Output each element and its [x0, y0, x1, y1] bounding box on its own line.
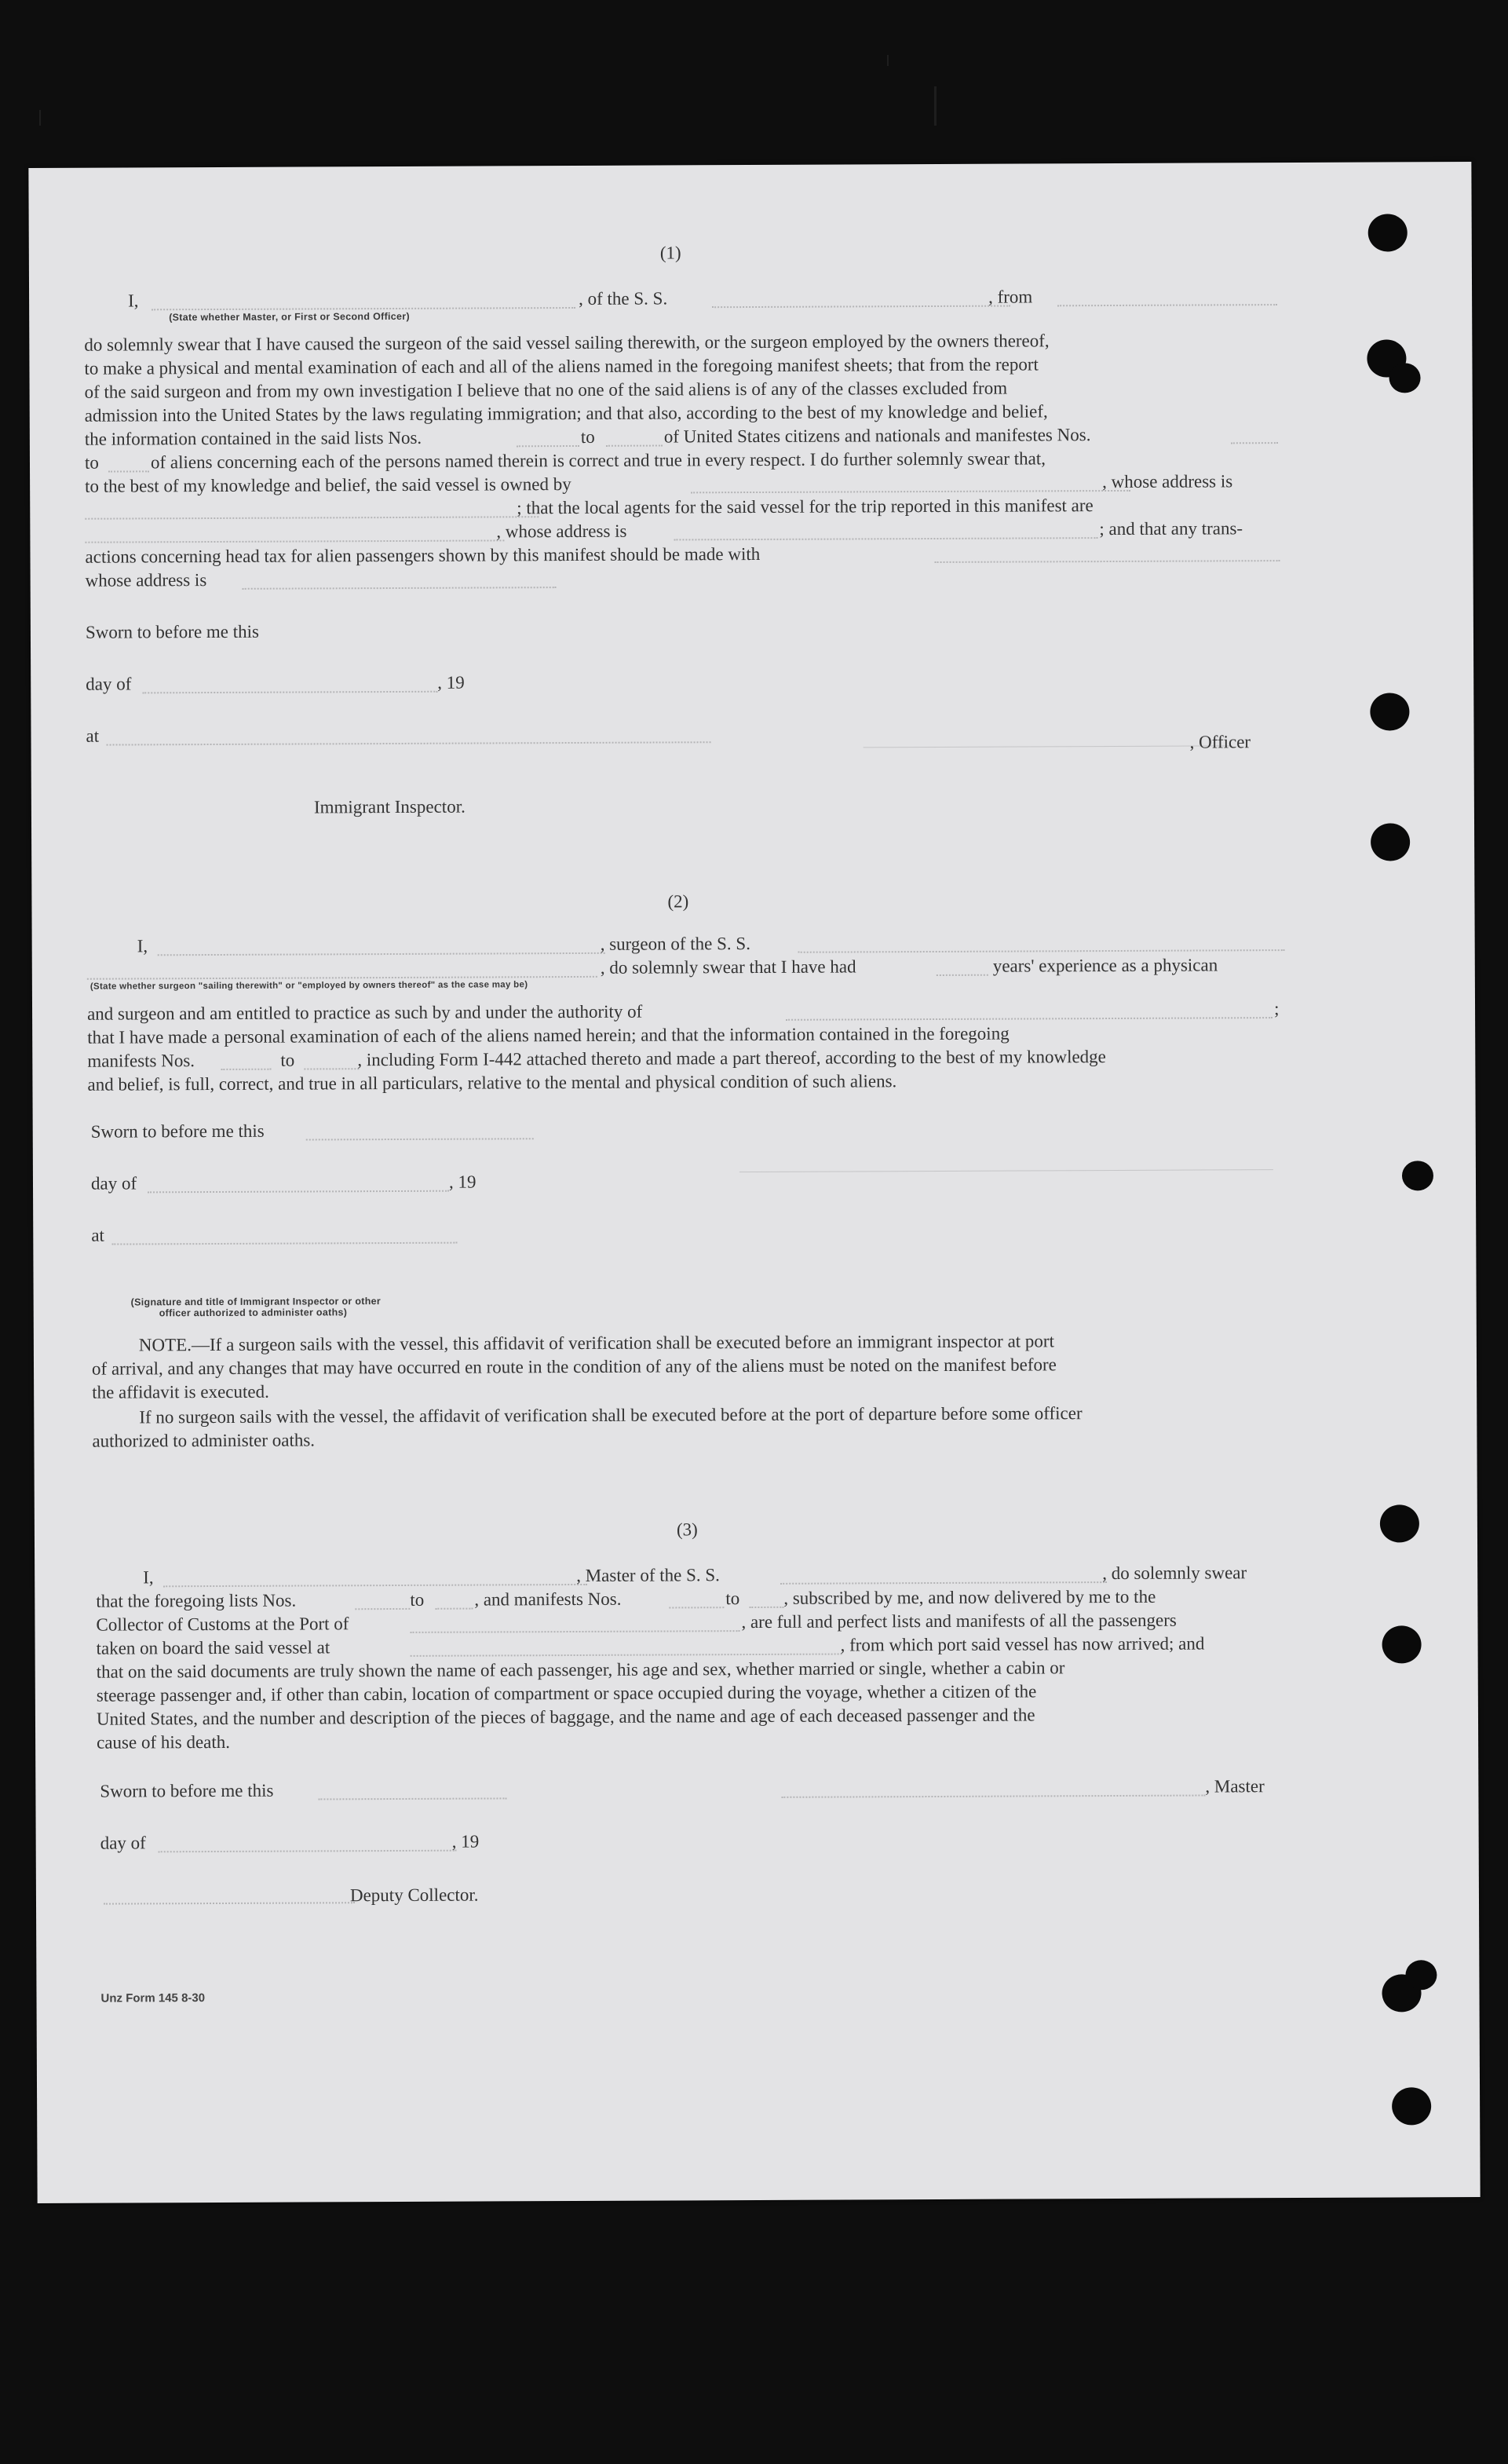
- s3-lists-from-blank[interactable]: [355, 1608, 410, 1610]
- s3-day-blank[interactable]: [159, 1850, 457, 1853]
- s3-subscribed-label: , subscribed by me, and now delivered by me to the: [783, 1586, 1156, 1608]
- s1-transactions-label: ; and that any trans-: [1099, 518, 1243, 539]
- s3-lists-label: that the foregoing lists Nos.: [96, 1590, 297, 1611]
- s3-manifests-to-blank[interactable]: [749, 1607, 783, 1608]
- s1-sworn-label: Sworn to before me this: [85, 621, 260, 642]
- s1-body-line: of the said surgeon and from my own investigation I believe that no one of the said aliens is of any of the classes excluded from: [84, 378, 1008, 402]
- s3-master-signature-blank[interactable]: [781, 1795, 1205, 1798]
- s1-inspector-label: Immigrant Inspector.: [313, 796, 466, 817]
- s1-name-blank[interactable]: [152, 307, 575, 310]
- s2-signature-caption: officer authorized to administer oaths): [159, 1307, 348, 1319]
- s2-authority-blank[interactable]: [786, 1017, 1272, 1021]
- section-1-number: (1): [659, 243, 681, 263]
- s3-sworn-label: Sworn to before me this: [100, 1780, 274, 1801]
- s2-at-label: at: [91, 1225, 104, 1245]
- s1-citizens-label: of United States citizens and nationals and manifestes Nos.: [663, 425, 1091, 447]
- s1-lists-to-blank[interactable]: [606, 445, 663, 447]
- s3-deputy-blank[interactable]: [104, 1902, 355, 1904]
- s1-at-label: at: [86, 726, 100, 746]
- s2-manifests-to-label: to: [280, 1050, 295, 1070]
- s3-manifests-label: , and manifests Nos.: [474, 1588, 622, 1610]
- section-2-number: (2): [667, 891, 689, 912]
- s1-from-label: , from: [988, 287, 1033, 307]
- s1-body-line: to make a physical and mental examination of each and all of the aliens named in the foregoing manifest sheets; that from the report: [84, 354, 1039, 378]
- s3-day-of-label: day of: [100, 1833, 146, 1853]
- s2-form-line: , including Form I-442 attached thereto and made a part thereof, according to the best of my knowledge: [357, 1047, 1106, 1070]
- note-line: If no surgeon sails with the vessel, the affidavit of verification shall be executed before at the port of departure before some officer: [139, 1403, 1083, 1428]
- s1-agents-blank[interactable]: [85, 539, 504, 543]
- s1-whose-address-label: whose address is: [85, 570, 207, 590]
- s2-vessel-blank[interactable]: [798, 949, 1285, 953]
- s2-years-label: years' experience as a physican: [992, 955, 1218, 976]
- s2-day-blank[interactable]: [148, 1190, 449, 1194]
- s2-day-of-label: day of: [90, 1173, 137, 1194]
- s3-body-line: United States, and the number and description of the pieces of baggage, and the name and age of each deceased passenger and the: [96, 1705, 1035, 1729]
- s1-headtax-blank[interactable]: [935, 560, 1280, 563]
- s2-signature-caption: (Signature and title of Immigrant Inspector or other: [130, 1296, 382, 1308]
- s2-manifests-from-blank[interactable]: [221, 1069, 271, 1070]
- s3-name-blank[interactable]: [163, 1584, 587, 1587]
- s1-to-label: to: [84, 452, 99, 473]
- s1-year-label: , 19: [437, 672, 465, 693]
- scan-speck: [887, 55, 889, 66]
- s2-at-blank[interactable]: [111, 1242, 457, 1245]
- s1-lists-to-label: to: [580, 426, 595, 447]
- s3-lists-to-label: to: [410, 1589, 425, 1610]
- s1-at-blank[interactable]: [107, 741, 711, 745]
- s2-authority-semicolon: ;: [1273, 999, 1280, 1019]
- s1-rank-caption: (State whether Master, or First or Second Officer): [169, 310, 410, 324]
- s1-vessel-blank[interactable]: [712, 305, 1010, 309]
- punch-hole: [1382, 1625, 1421, 1663]
- note-line: of arrival, and any changes that may have occurred en route in the condition of any of the aliens must be noted on the manifest before: [91, 1354, 1057, 1379]
- s2-manifests-label: manifests Nos.: [87, 1051, 195, 1071]
- s3-taken-label: taken on board the said vessel at: [96, 1637, 330, 1658]
- s1-body-line: do solemnly swear that I have caused the surgeon of the said vessel sailing therewith, or the surgeon employed by the owners thereof,: [84, 331, 1050, 355]
- s3-lists-perfect-label: , are full and perfect lists and manifests of all the passengers: [741, 1610, 1177, 1632]
- s3-deputy-label: Deputy Collector.: [349, 1885, 479, 1906]
- s2-body-line: that I have made a personal examination of each of the aliens named herein; and that the information contained in the foregoing: [87, 1023, 1010, 1047]
- s3-body-line: cause of his death.: [97, 1731, 231, 1753]
- s1-manifests-to-blank[interactable]: [108, 470, 149, 472]
- punch-hole: [1368, 214, 1408, 251]
- s2-manifests-to-blank[interactable]: [304, 1068, 359, 1069]
- s1-i-label: I,: [128, 291, 139, 311]
- s1-officer-signature-line[interactable]: [864, 745, 1232, 748]
- s1-whose-address-blank[interactable]: [243, 587, 557, 590]
- s1-agents-address-blank[interactable]: [674, 537, 1097, 540]
- note-line: authorized to administer oaths.: [92, 1430, 316, 1451]
- s2-sworn-label: Sworn to before me this: [90, 1120, 265, 1142]
- s2-authority-label: and surgeon and am entitled to practice as such by and under the authority of: [87, 1001, 643, 1024]
- s1-owner-blank[interactable]: [691, 490, 1130, 493]
- scan-speck: [39, 110, 41, 126]
- s3-sworn-blank[interactable]: [318, 1797, 506, 1800]
- s2-i-label: I,: [137, 936, 148, 956]
- s3-port-blank[interactable]: [410, 1630, 739, 1633]
- s3-arrived-label: , from which port said vessel has now arrived; and: [840, 1633, 1205, 1655]
- punch-hole: [1380, 1504, 1419, 1542]
- s3-master-label: , Master of the S. S.: [576, 1565, 720, 1585]
- s2-name-blank[interactable]: [158, 952, 605, 956]
- punch-hole: [1370, 693, 1409, 730]
- s1-from-blank[interactable]: [1057, 304, 1277, 306]
- s1-lists-from-blank[interactable]: [517, 445, 579, 447]
- s2-signature-line[interactable]: [739, 1169, 1273, 1172]
- s2-sworn-blank[interactable]: [306, 1138, 534, 1140]
- manifest-verification-page: [28, 162, 1480, 2203]
- scan-speck: [934, 86, 937, 126]
- note-line: NOTE.—If a surgeon sails with the vessel, this affidavit of verification shall be executed before an immigrant inspector at port: [138, 1331, 1055, 1355]
- s3-manifests-to-label: to: [725, 1588, 740, 1609]
- s1-officer-label: , Officer: [1189, 732, 1251, 752]
- s3-year-label: , 19: [451, 1831, 480, 1852]
- s1-aliens-line: of aliens concerning each of the persons named therein is correct and true in every respect. I do further solemnly swear that,: [150, 448, 1046, 473]
- s2-body-line: and belief, is full, correct, and true in all particulars, relative to the mental and physical condition of such aliens.: [87, 1071, 897, 1095]
- s3-vessel-blank[interactable]: [780, 1581, 1107, 1585]
- s1-day-blank[interactable]: [142, 691, 437, 694]
- punch-hole: [1402, 1161, 1433, 1190]
- punch-hole: [1405, 1960, 1437, 1990]
- s2-years-blank[interactable]: [937, 974, 988, 976]
- s2-capacity-caption: (State whether surgeon "sailing therewith" or "employed by owners thereof" as the case may be): [89, 980, 528, 992]
- s3-departure-port-blank[interactable]: [411, 1654, 842, 1657]
- s1-owner-address-blank[interactable]: [85, 516, 539, 520]
- s1-agents-address-label: , whose address is: [496, 521, 627, 542]
- s3-master-sign-label: , Master: [1205, 1776, 1265, 1797]
- s2-surgeon-label: , surgeon of the S. S.: [600, 934, 750, 954]
- s1-body-line: admission into the United States by the laws regulating immigration; and that also, according to the best of my knowledge and belief,: [84, 401, 1048, 426]
- s1-of-ss-label: , of the S. S.: [579, 288, 668, 309]
- s1-lists-label: the information contained in the said lists Nos.: [84, 427, 422, 449]
- s1-owner-address-label: , whose address is: [1102, 471, 1233, 492]
- s3-swear-label: , do solemnly swear: [1102, 1563, 1247, 1584]
- form-number: Unz Form 145 8-30: [100, 1991, 206, 2005]
- s3-i-label: I,: [143, 1567, 154, 1588]
- s3-lists-to-blank[interactable]: [435, 1608, 473, 1610]
- s1-owned-label: to the best of my knowledge and belief, the said vessel is owned by: [85, 474, 571, 496]
- s1-agents-label: ; that the local agents for the said vessel for the trip reported in this manifest are: [517, 495, 1094, 518]
- s3-port-label: Collector of Customs at the Port of: [96, 1614, 349, 1635]
- s1-headtax-label: actions concerning head tax for alien passengers shown by this manifest should be made with: [85, 543, 761, 567]
- s1-manifests-from-blank[interactable]: [1231, 442, 1278, 444]
- punch-hole: [1392, 2087, 1431, 2125]
- section-3-number: (3): [676, 1519, 698, 1540]
- s3-manifests-from-blank[interactable]: [669, 1607, 724, 1608]
- s2-swear-label: , do solemnly swear that I have had: [600, 956, 856, 978]
- punch-hole: [1389, 363, 1420, 393]
- s1-day-of-label: day of: [86, 674, 132, 694]
- s2-year-label: , 19: [448, 1172, 476, 1192]
- note-line: the affidavit is executed.: [92, 1381, 269, 1402]
- punch-hole: [1371, 823, 1410, 861]
- s3-body-line: that on the said documents are truly shown the name of each passenger, his age and sex, whether married or single, whether a cabin or: [96, 1658, 1065, 1682]
- s3-body-line: steerage passenger and, if other than cabin, location of compartment or space occupied during the voyage, whether a citizen of the: [96, 1681, 1037, 1705]
